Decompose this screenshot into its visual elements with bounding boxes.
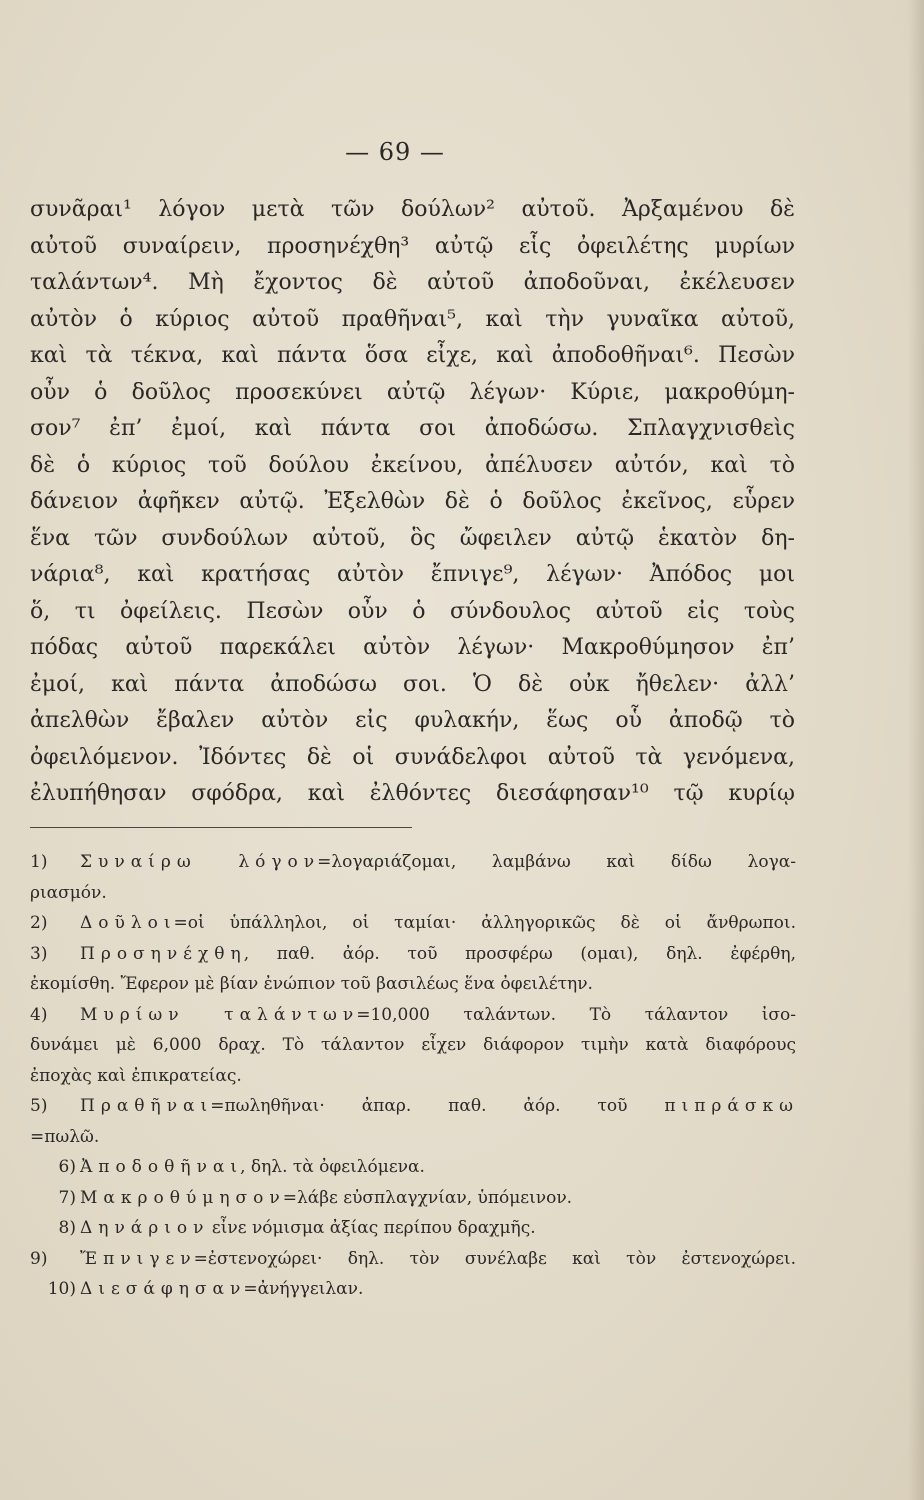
body-line: ἕνα τῶν συνδούλων αὐτοῦ, ὃς ὤφειλεν αὐτῷ ἑκατὸν δη- xyxy=(30,525,795,551)
footnote-term: Προσηνέχθη xyxy=(80,943,247,964)
footnote-text: =λάβε εὐσπλαγχνίαν, ὑπόμεινον. xyxy=(282,1187,573,1208)
footnote-term: Συναίρω λόγον xyxy=(80,852,321,872)
body-line: δὲ ὁ κύριος τοῦ δούλου ἐκείνου, ἀπέλυσεν αὐτόν, καὶ τὸ xyxy=(30,452,795,478)
body-line: αὐτοῦ συναίρειν, προσηνέχθη³ αὐτῷ εἷς ὀφειλέτης μυρίων xyxy=(30,233,795,259)
body-line: ἀπελθὼν ἔβαλεν αὐτὸν εἰς φυλακήν, ἕως οὗ ἀποδῷ τὸ xyxy=(30,708,795,733)
footnote-term: Μυρίων ταλάντων xyxy=(80,1004,360,1025)
footnote-line: =πωλῶ. xyxy=(30,1126,100,1147)
footnote-text: =πωληθῆναι· ἀπαρ. παθ. ἀόρ. τοῦ xyxy=(210,1096,628,1116)
footnote-term: Ἔπνιγεν xyxy=(80,1248,197,1269)
footnote-8 xyxy=(30,1213,796,1244)
footnote-text: =ἀνήγγειλαν. xyxy=(243,1279,364,1299)
footnote-text: =οἱ ὑπάλληλοι, οἱ ταμίαι· ἀλληγορικῶς δὲ οἱ ἄνθρωποι. xyxy=(173,913,796,933)
footnote-number: 5) xyxy=(30,1096,48,1116)
footnote-number: 2) xyxy=(30,913,48,933)
footnote-number: 10) xyxy=(47,1279,76,1299)
body-line: πόδας αὐτοῦ παρεκάλει αὐτὸν λέγων· Μακροθύμησον ἐπ’ xyxy=(30,635,795,660)
footnote-6 xyxy=(30,1152,796,1183)
body-line: συνᾶραι¹ λόγον μετὰ τῶν δούλων² αὐτοῦ. Ἀρξαμένου δὲ xyxy=(30,197,795,222)
footnote-number: 8) xyxy=(58,1218,76,1238)
footnote-1 xyxy=(30,847,796,878)
body-line: ὀφειλόμενον. Ἰδόντες δὲ οἱ συνάδελφοι αὐτοῦ τὰ γενόμενα, xyxy=(30,744,795,770)
footnote-10 xyxy=(30,1274,796,1305)
footnotes xyxy=(30,847,799,1305)
footnote-line: δυνάμει μὲ 6,000 δραχ. Τὸ τάλαντον εἶχεν διάφορον τιμὴν κατὰ διαφόρους xyxy=(30,1035,796,1055)
footnote-term: Διεσάφησαν xyxy=(80,1279,247,1299)
footnote-text: εἶνε νόμισμα ἀξίας περίπου δραχμῆς. xyxy=(211,1218,536,1238)
paper-edge xyxy=(908,0,924,1500)
footnote-text: =10,000 ταλάντων. Τὸ τάλαντον ἰσο- xyxy=(356,1004,797,1025)
footnote-number: 3) xyxy=(30,943,48,964)
footnote-line: ριασμόν. xyxy=(30,882,107,903)
footnote-9 xyxy=(30,1244,796,1275)
body-line: ἐμοί, καὶ πάντα ἀποδώσω σοι. Ὁ δὲ οὐκ ἤθελεν· ἀλλ’ xyxy=(30,671,795,697)
body-line: σον⁷ ἐπ’ ἐμοί, καὶ πάντα σοι ἀποδώσω. Σπλαγχνισθεὶς xyxy=(30,416,795,441)
footnote-2 xyxy=(30,908,796,939)
footnote-5 xyxy=(30,1091,799,1122)
body-line: ὅ, τι ὀφείλεις. Πεσὼν οὖν ὁ σύνδουλος αὐτοῦ εἰς τοὺς xyxy=(30,598,795,624)
body-line: καὶ τὰ τέκνα, καὶ πάντα ὅσα εἶχε, καὶ ἀποδοθῆναι⁶. Πεσὼν xyxy=(30,343,795,368)
footnote-text: =λογαριάζομαι, λαμβάνω καὶ δίδω λογα- xyxy=(317,852,796,872)
footnote-number: 7) xyxy=(58,1187,76,1208)
footnote-number: 6) xyxy=(58,1157,76,1177)
footnote-3 xyxy=(30,939,796,970)
footnote-number: 1) xyxy=(30,852,48,872)
body-text xyxy=(30,192,795,813)
footnote-term: Δηνάριον xyxy=(80,1218,210,1238)
body-line: ἐλυπήθησαν σφόδρα, καὶ ἐλθόντες διεσάφησαν¹⁰ τῷ κυρίῳ xyxy=(30,781,795,806)
footnote-term: Πραθῆναι xyxy=(80,1096,214,1116)
footnote-rule xyxy=(30,827,412,828)
footnote-term: Μακροθύμησον xyxy=(80,1187,286,1208)
footnote-text: , δηλ. τὰ ὀφειλόμενα. xyxy=(240,1157,425,1177)
body-line: νάρια⁸, καὶ κρατήσας αὐτὸν ἔπνιγε⁹, λέγων· Ἀπόδος μοι xyxy=(30,562,795,587)
footnote-term: Ἀποδοθῆναι xyxy=(80,1157,244,1177)
footnote-text: , παθ. ἀόρ. τοῦ προσφέρω (ομαι), δηλ. ἐφέρθη, xyxy=(243,943,796,964)
footnote-4 xyxy=(30,1000,796,1031)
body-line: αὐτὸν ὁ κύριος αὐτοῦ πραθῆναι⁵, καὶ τὴν γυναῖκα αὐτοῦ, xyxy=(30,306,795,332)
footnote-number: 4) xyxy=(30,1004,48,1025)
footnote-term: πιπράσκω xyxy=(664,1096,799,1116)
footnote-term: Δοῦλοι xyxy=(80,913,177,933)
body-line: οὖν ὁ δοῦλος προσεκύνει αὐτῷ λέγων· Κύριε, μακροθύμη- xyxy=(30,379,795,405)
body-line: ταλάντων⁴. Μὴ ἔχοντος δὲ αὐτοῦ ἀποδοῦναι, ἐκέλευσεν xyxy=(30,270,795,295)
footnote-number: 9) xyxy=(30,1248,48,1269)
footnote-line: ἐποχὰς καὶ ἐπικρατείας. xyxy=(30,1065,242,1086)
footnote-text: =ἐστενοχώρει· δηλ. τὸν συνέλαβε καὶ τὸν ἐστενοχώρει. xyxy=(193,1248,796,1269)
footnote-7 xyxy=(30,1183,796,1214)
body-line: δάνειον ἀφῆκεν αὐτῷ. Ἐξελθὼν δὲ ὁ δοῦλος ἐκεῖνος, εὗρεν xyxy=(30,489,795,514)
page-number: — 69 — xyxy=(345,138,445,166)
footnote-line: ἐκομίσθη. Ἔφερον μὲ βίαν ἐνώπιον τοῦ βασιλέως ἕνα ὀφειλέτην. xyxy=(30,974,593,994)
